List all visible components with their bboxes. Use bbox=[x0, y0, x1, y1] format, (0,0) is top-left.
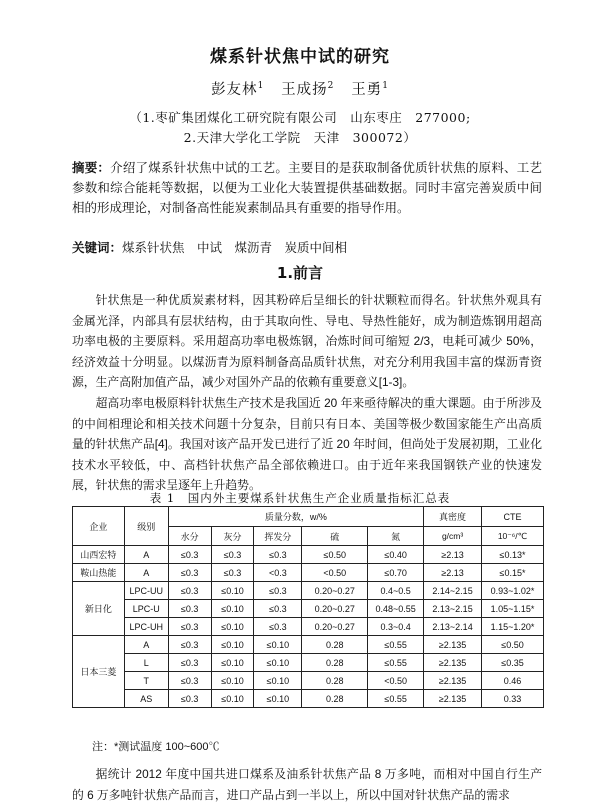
value-cell: ≤0.3 bbox=[168, 600, 211, 618]
table-row bbox=[73, 582, 544, 600]
value-cell: <0.50 bbox=[368, 672, 424, 690]
header-company: 企业 bbox=[73, 507, 125, 546]
grade-cell: A bbox=[124, 546, 168, 564]
value-cell: 1.15~1.20* bbox=[482, 618, 544, 636]
abstract-label: 摘要： bbox=[72, 160, 111, 175]
value-cell: <0.50 bbox=[302, 564, 368, 582]
company-cell: 日本三菱 bbox=[73, 636, 125, 708]
keywords-text: 煤系针状焦 中试 煤沥青 炭质中间相 bbox=[122, 240, 348, 255]
table-row bbox=[73, 636, 544, 654]
header-density: 真密度 bbox=[424, 507, 482, 527]
value-cell: ≤0.10 bbox=[211, 690, 254, 708]
grade-cell: L bbox=[124, 654, 168, 672]
value-cell: 0.28 bbox=[302, 636, 368, 654]
quality-table bbox=[72, 506, 544, 708]
value-cell: ≤0.35 bbox=[482, 654, 544, 672]
paragraph: 针状焦是一种优质炭素材料，因其粉碎后呈细长的针状颗粒而得名。针状焦外观具有金属光泽，内部具有层状结构，由于其取向性、导电、导热性能好，成为制造炼钢用超高功率电极的主要原料。采用超高功率电极炼钢，冶炼时间可缩短 2/3，电耗可减少 50%，经济效益十分明显。以煤沥青为原料制备高品质针状焦，对充分利用我国丰富的煤沥青资源，生产高附加值产品，减少对国外产品的依赖有重要意义[1-3]。 bbox=[72, 293, 542, 389]
header-grade: 级别 bbox=[124, 507, 168, 546]
value-cell: ≤0.10 bbox=[211, 600, 254, 618]
paragraph: 超高功率电极原料针状焦生产技术是我国近 20 年来亟待解决的重大课题。由于所涉及的中间相理论和相关技术问题十分复杂，目前只有日本、美国等极少数国家能生产出高质量的针状焦产品[4]。我国对该产品开发已进行了近 20 年时间，但尚处于发展初期，工业化技术水平较低，中、高档针状焦产品全部依赖进口。由于近年来我国钢铁产业的快速发展，针状焦的需求呈逐年上升趋势。 bbox=[72, 396, 542, 492]
grade-cell: LPC-UH bbox=[124, 618, 168, 636]
table-row bbox=[73, 690, 544, 708]
value-cell: 0.46 bbox=[482, 672, 544, 690]
value-cell: ≤0.50 bbox=[302, 546, 368, 564]
value-cell: ≤0.3 bbox=[168, 546, 211, 564]
header-density-unit: g/cm³ bbox=[424, 527, 482, 546]
value-cell: ≥2.135 bbox=[424, 690, 482, 708]
paper-title: 煤系针状焦中试的研究 bbox=[210, 47, 390, 67]
table-row bbox=[73, 564, 544, 582]
value-cell: 0.48~0.55 bbox=[368, 600, 424, 618]
value-cell: ≤0.3 bbox=[168, 564, 211, 582]
value-cell: 2.13~2.15 bbox=[424, 600, 482, 618]
abstract-text: 介绍了煤系针状焦中试的工艺。主要目的是获取制备优质针状焦的原料、工艺参数和综合能耗等数据，以便为工业化大装置提供基础数据。同时丰富完善炭质中间相的形成理论，对制备高性能炭素制品具有重要的指导作用。 bbox=[72, 160, 542, 215]
value-cell: ≥2.13 bbox=[424, 564, 482, 582]
value-cell: ≥2.135 bbox=[424, 654, 482, 672]
grade-cell: A bbox=[124, 564, 168, 582]
value-cell: ≤0.3 bbox=[211, 546, 254, 564]
header-cte: CTE bbox=[482, 507, 544, 527]
value-cell: 0.28 bbox=[302, 672, 368, 690]
value-cell: ≤0.55 bbox=[368, 654, 424, 672]
affiliation-2: 2.天津大学化工学院 天津 300072） bbox=[183, 130, 417, 145]
value-cell: 0.28 bbox=[302, 654, 368, 672]
value-cell: ≤0.3 bbox=[254, 600, 302, 618]
value-cell: ≤0.3 bbox=[168, 690, 211, 708]
company-cell: 山西宏特 bbox=[73, 546, 125, 564]
author-name: 彭友林 bbox=[211, 82, 258, 98]
value-cell: ≤0.10 bbox=[211, 618, 254, 636]
company-cell: 鞍山热能 bbox=[73, 564, 125, 582]
value-cell: ≤0.10 bbox=[254, 636, 302, 654]
value-cell: ≤0.3 bbox=[168, 636, 211, 654]
value-cell: ≤0.10 bbox=[254, 654, 302, 672]
table-note: 注：*测试温度 100~600℃ bbox=[92, 741, 220, 753]
header-sulfur: 硫 bbox=[302, 527, 368, 546]
section-heading: 1.前言 bbox=[276, 264, 324, 282]
value-cell: ≥2.135 bbox=[424, 636, 482, 654]
value-cell: ≤0.10 bbox=[254, 672, 302, 690]
table-row bbox=[73, 546, 544, 564]
table-row bbox=[73, 672, 544, 690]
value-cell: ≤0.3 bbox=[254, 618, 302, 636]
table-row bbox=[73, 600, 544, 618]
affiliation-1: （1.枣矿集团煤化工研究院有限公司 山东枣庄 277000; bbox=[129, 110, 471, 125]
value-cell: ≤0.55 bbox=[368, 690, 424, 708]
value-cell: ≥2.135 bbox=[424, 672, 482, 690]
paragraph: 据统计 2012 年度中国共进口煤系及油系针状焦产品 8 万多吨，而相对中国自行生产的 6 万多吨针状焦产品而言，进口产品占到一半以上，所以中国对针状焦产品的需求 bbox=[72, 767, 542, 802]
value-cell: ≤0.50 bbox=[482, 636, 544, 654]
value-cell: 0.93~1.02* bbox=[482, 582, 544, 600]
value-cell: ≥2.13 bbox=[424, 546, 482, 564]
value-cell: 0.28 bbox=[302, 690, 368, 708]
table-caption: 表 1 国内外主要煤系针状焦生产企业质量指标汇总表 bbox=[149, 491, 451, 505]
table-row bbox=[73, 654, 544, 672]
value-cell: ≤0.3 bbox=[254, 546, 302, 564]
value-cell: 0.3~0.4 bbox=[368, 618, 424, 636]
value-cell: ≤0.3 bbox=[254, 582, 302, 600]
header-quality: 质量分数，w/% bbox=[168, 507, 423, 527]
grade-cell: LPC-U bbox=[124, 600, 168, 618]
header-cte-unit: 10⁻⁶/℃ bbox=[482, 527, 544, 546]
author-name: 王成扬 bbox=[281, 82, 328, 98]
company-cell: 新日化 bbox=[73, 582, 125, 636]
value-cell: 0.20~0.27 bbox=[302, 582, 368, 600]
author-name: 王勇 bbox=[351, 82, 383, 98]
value-cell: ≤0.3 bbox=[168, 618, 211, 636]
value-cell: ≤0.10 bbox=[211, 672, 254, 690]
grade-cell: AS bbox=[124, 690, 168, 708]
value-cell: ≤0.3 bbox=[168, 582, 211, 600]
value-cell: 0.20~0.27 bbox=[302, 618, 368, 636]
value-cell: ≤0.3 bbox=[168, 672, 211, 690]
value-cell: 0.20~0.27 bbox=[302, 600, 368, 618]
value-cell: ≤0.70 bbox=[368, 564, 424, 582]
value-cell: 2.14~2.15 bbox=[424, 582, 482, 600]
grade-cell: T bbox=[124, 672, 168, 690]
value-cell: ≤0.55 bbox=[368, 636, 424, 654]
keywords-label: 关键词： bbox=[72, 240, 123, 255]
grade-cell: LPC-UU bbox=[124, 582, 168, 600]
value-cell: ≤0.10 bbox=[211, 654, 254, 672]
abstract bbox=[72, 158, 542, 218]
value-cell: 0.4~0.5 bbox=[368, 582, 424, 600]
value-cell: ≤0.13* bbox=[482, 546, 544, 564]
value-cell: ≤0.40 bbox=[368, 546, 424, 564]
value-cell: ≤0.15* bbox=[482, 564, 544, 582]
header-volatile: 挥发分 bbox=[254, 527, 302, 546]
grade-cell: A bbox=[124, 636, 168, 654]
keywords bbox=[72, 238, 542, 256]
value-cell: ≤0.10 bbox=[211, 582, 254, 600]
value-cell: 0.33 bbox=[482, 690, 544, 708]
value-cell: ≤0.10 bbox=[254, 690, 302, 708]
header-nitrogen: 氮 bbox=[368, 527, 424, 546]
value-cell: 1.05~1.15* bbox=[482, 600, 544, 618]
value-cell: ≤0.3 bbox=[168, 654, 211, 672]
header-ash: 灰分 bbox=[211, 527, 254, 546]
value-cell: ≤0.3 bbox=[211, 564, 254, 582]
header-moisture: 水分 bbox=[168, 527, 211, 546]
author-line: 彭友林$^1$ 王成扬$^2$ 王勇$^1$ bbox=[211, 81, 389, 98]
value-cell: ≤0.10 bbox=[211, 636, 254, 654]
value-cell: 2.13~2.14 bbox=[424, 618, 482, 636]
value-cell: <0.3 bbox=[254, 564, 302, 582]
table-row bbox=[73, 618, 544, 636]
